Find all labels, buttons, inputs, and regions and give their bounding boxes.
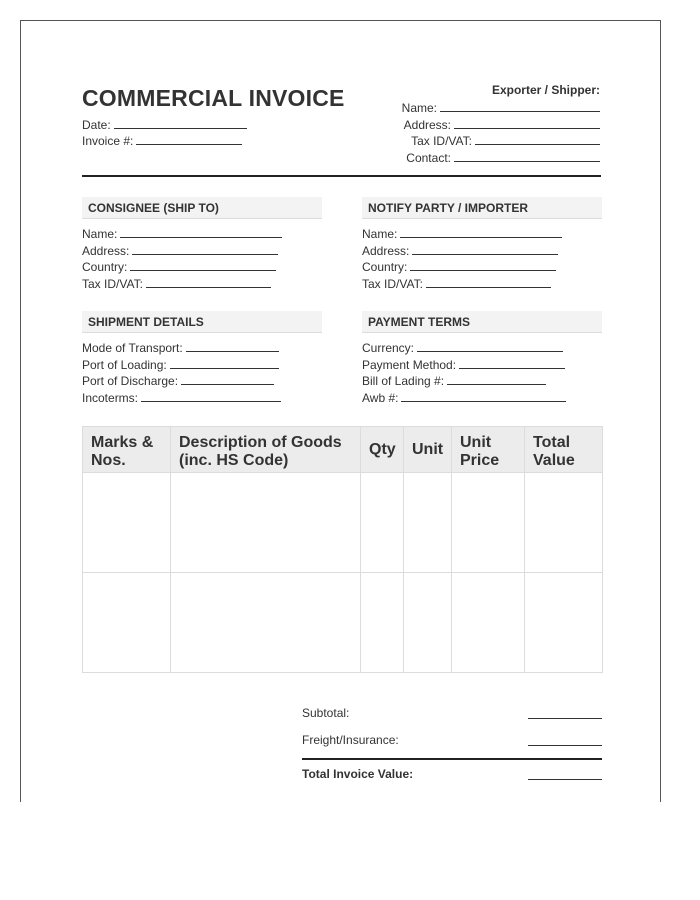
exporter-tax-label: Tax ID/VAT: [411,134,472,148]
consignee-tax-label: Tax ID/VAT: [82,277,143,291]
notify-tax-line[interactable] [426,276,551,288]
invoice-number-label: Invoice #: [82,134,134,148]
page-title: COMMERCIAL INVOICE [82,85,345,111]
exporter-name-label: Name: [401,101,437,115]
port-loading-label: Port of Loading: [82,358,167,372]
notify-address-field[interactable] [362,243,558,258]
totals-divider [302,758,602,760]
exporter-name-field[interactable] [402,100,600,115]
transport-mode-field[interactable] [82,340,279,355]
total-invoice-line[interactable] [528,778,602,780]
subtotal-line[interactable] [528,717,602,719]
table-cell[interactable] [171,473,361,573]
freight-label: Freight/Insurance: [302,733,399,747]
table-cell[interactable] [361,473,404,573]
port-discharge-line[interactable] [181,373,274,385]
invoice-number-field[interactable] [82,133,242,148]
transport-mode-label: Mode of Transport: [82,341,183,355]
exporter-address-label: Address: [403,118,451,132]
notify-heading: NOTIFY PARTY / IMPORTER [362,197,602,219]
table-cell[interactable] [404,573,452,673]
incoterms-field[interactable] [82,390,281,405]
notify-country-line[interactable] [410,259,556,271]
table-cell[interactable] [83,473,171,573]
invoice-number-line[interactable] [136,133,242,145]
notify-country-field[interactable] [362,259,556,274]
exporter-tax-field[interactable] [411,133,600,148]
shipment-heading: SHIPMENT DETAILS [82,311,322,333]
port-discharge-label: Port of Discharge: [82,374,179,388]
notify-tax-field[interactable] [362,276,551,291]
goods-table [82,426,603,673]
currency-field[interactable] [362,340,563,355]
currency-label: Currency: [362,341,415,355]
notify-name-line[interactable] [400,226,562,238]
notify-name-label: Name: [362,227,398,241]
freight-line[interactable] [528,744,602,746]
col-header-total-value: Total Value [525,427,603,473]
bill-of-lading-label: Bill of Lading #: [362,374,445,388]
awb-line[interactable] [401,390,566,402]
subtotal-label: Subtotal: [302,706,350,720]
table-cell[interactable] [361,573,404,673]
awb-field[interactable] [362,390,566,405]
consignee-name-line[interactable] [120,226,282,238]
table-row [83,473,603,573]
exporter-address-field[interactable] [404,117,600,132]
exporter-heading: Exporter / Shipper: [491,83,600,97]
awb-label: Awb #: [362,391,399,405]
notify-country-label: Country: [362,260,408,274]
table-cell[interactable] [452,573,525,673]
currency-line[interactable] [417,340,563,352]
table-cell[interactable] [171,573,361,673]
notify-address-label: Address: [362,244,410,258]
total-invoice-label: Total Invoice Value: [302,767,414,781]
table-row [83,573,603,673]
incoterms-label: Incoterms: [82,391,139,405]
date-field[interactable] [82,117,247,132]
col-header-description: Description of Goods (inc. HS Code) [171,427,361,473]
table-cell[interactable] [83,573,171,673]
exporter-address-line[interactable] [454,117,600,129]
col-header-marks: Marks & Nos. [83,427,171,473]
consignee-country-label: Country: [82,260,128,274]
consignee-name-label: Name: [82,227,118,241]
payment-method-field[interactable] [362,357,565,372]
notify-name-field[interactable] [362,226,562,241]
bill-of-lading-line[interactable] [447,373,546,385]
consignee-heading: CONSIGNEE (SHIP TO) [82,197,322,219]
table-cell[interactable] [404,473,452,573]
consignee-address-label: Address: [82,244,130,258]
exporter-name-line[interactable] [440,100,600,112]
port-discharge-field[interactable] [82,373,274,388]
consignee-country-line[interactable] [130,259,276,271]
date-label: Date: [82,118,111,132]
col-header-qty: Qty [361,427,404,473]
transport-mode-line[interactable] [186,340,279,352]
col-header-unit: Unit [404,427,452,473]
port-loading-line[interactable] [170,357,279,369]
notify-address-line[interactable] [412,243,558,255]
date-line[interactable] [114,117,247,129]
consignee-tax-line[interactable] [146,276,271,288]
exporter-contact-field[interactable] [406,150,600,165]
exporter-contact-label: Contact: [406,151,451,165]
goods-table-header [83,427,603,473]
table-cell[interactable] [452,473,525,573]
exporter-tax-line[interactable] [475,133,600,145]
header-divider [82,175,601,177]
port-loading-field[interactable] [82,357,279,372]
consignee-country-field[interactable] [82,259,276,274]
payment-heading: PAYMENT TERMS [362,311,602,333]
bill-of-lading-field[interactable] [362,373,546,388]
invoice-sheet [20,20,661,802]
consignee-address-field[interactable] [82,243,278,258]
payment-method-line[interactable] [459,357,565,369]
payment-method-label: Payment Method: [362,358,457,372]
consignee-name-field[interactable] [82,226,282,241]
consignee-tax-field[interactable] [82,276,271,291]
incoterms-line[interactable] [141,390,281,402]
exporter-contact-line[interactable] [454,150,600,162]
table-cell[interactable] [525,473,603,573]
notify-tax-label: Tax ID/VAT: [362,277,423,291]
table-cell[interactable] [525,573,603,673]
col-header-unit-price: Unit Price [452,427,525,473]
consignee-address-line[interactable] [132,243,278,255]
